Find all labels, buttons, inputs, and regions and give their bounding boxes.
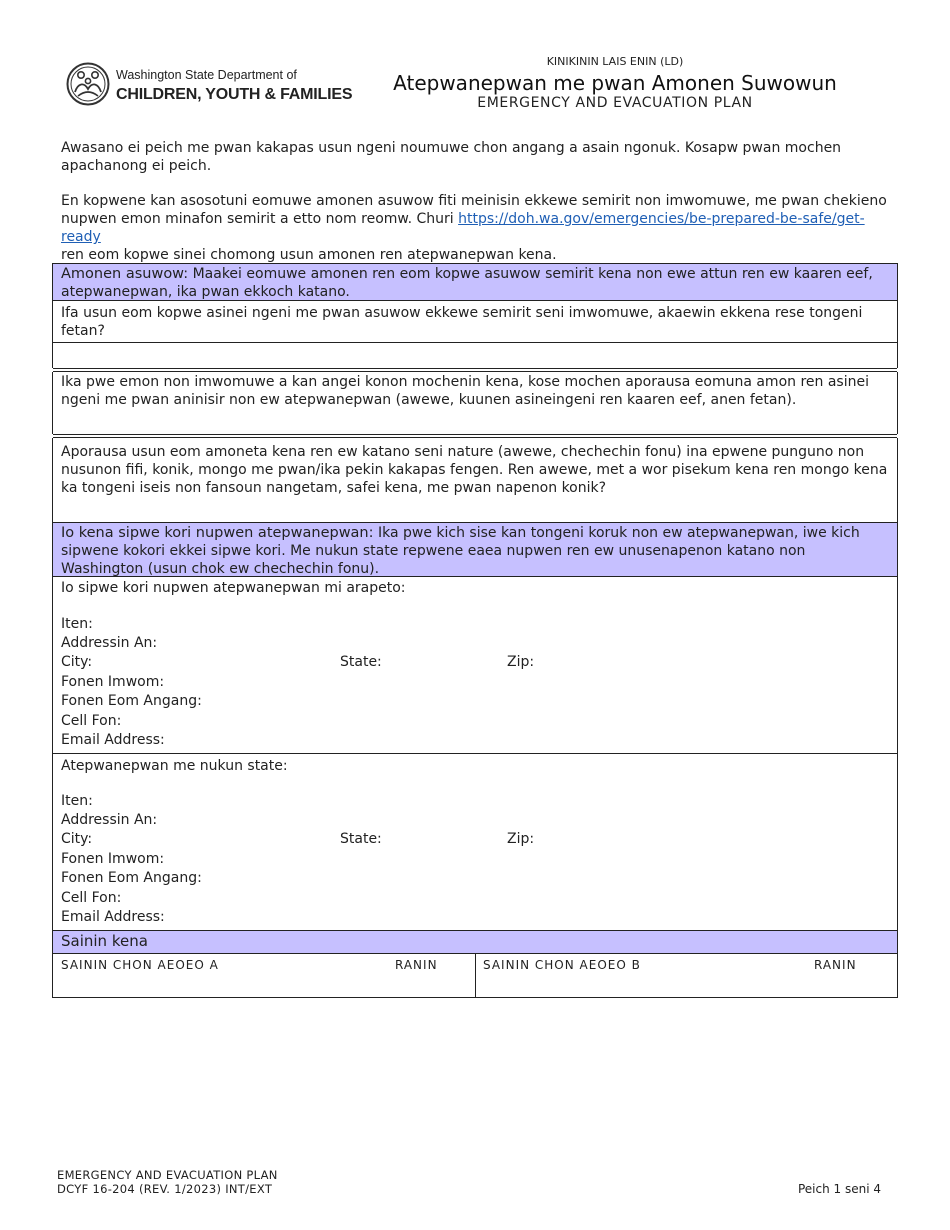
signature-a-label: SAININ CHON AEOEO A (61, 958, 219, 972)
date-b-label: RANIN (814, 958, 857, 972)
signature-b-field[interactable] (476, 970, 897, 997)
outstate-zip-label: Zip: (507, 831, 535, 847)
outstate-name-label: Iten: (61, 793, 93, 809)
page-subtitle: EMERGENCY AND EVACUATION PLAN (477, 95, 753, 111)
logo-department-name: CHILDREN, YOUTH & FAMILIES (116, 86, 353, 103)
evacuation-plan-instructions: Maakei eomuwe amonen ren eom kopwe asuwow semirit kena non ewe attun ren ew kaaren eef, atepwanepwan, ika pwan ekkoch katano. (61, 266, 873, 300)
divider (53, 434, 897, 435)
local-work-phone-label: Fonen Eom Angang: (61, 693, 202, 709)
outstate-city-label: City: (61, 831, 93, 847)
signatures-title: Sainin kena (61, 932, 148, 950)
intro-paragraph-1: Awasano ei peich me pwan kakapas usun ngeni noumuwe chon angang a asain ngonuk. Kosapw pwan mochen apachanong ei peich. (61, 140, 842, 174)
answer-field-2[interactable] (53, 410, 897, 434)
intro-paragraph-2 (61, 192, 891, 264)
answer-field-1[interactable] (53, 343, 897, 366)
contacts-title: Io kena sipwe kori nupwen atepwanepwan: (61, 525, 374, 541)
emergency-plan-form (52, 263, 898, 998)
footer-form-title: EMERGENCY AND EVACUATION PLAN (57, 1168, 278, 1182)
page-number: Peich 1 seni 4 (797, 1182, 881, 1196)
local-city-label: City: (61, 654, 93, 670)
local-contact-heading: Io sipwe kori nupwen atepwanepwan mi arapeto: (61, 580, 406, 596)
question-natural-disaster: Aporausa usun eom amoneta kena ren ew katano seni nature (awewe, chechechin fonu) ina epwene punguno non nusunon fifi, konik, mongo me pwan/ika pekin kakapas fengen. Ren awewe, met a wor pisekum kena ren mongo kena ka tongeni iseis non fansoun nangetam, safei kena, me pwan napenon konik? (61, 444, 888, 496)
contacts-header (53, 522, 897, 577)
dcyf-logo (66, 62, 353, 110)
signature-b-label: SAININ CHON AEOEO B (483, 958, 641, 972)
outstate-address-label: Addressin An: (61, 812, 158, 828)
get-ready-link[interactable]: https://doh.wa.gov/emergencies/be-prepared-be-safe/get-ready (61, 211, 865, 245)
family-logo-icon (66, 62, 110, 106)
local-zip-label: Zip: (507, 654, 535, 670)
local-cell-phone-label: Cell Fon: (61, 713, 122, 729)
outstate-email-label: Email Address: (61, 909, 165, 925)
local-address-label: Addressin An: (61, 635, 158, 651)
evacuation-plan-title: Amonen asuwow: (61, 266, 189, 282)
local-home-phone-label: Fonen Imwom: (61, 674, 165, 690)
question-evacuate-children: Ifa usun eom kopwe asinei ngeni me pwan asuwow ekkewe semirit seni imwomuwe, akaewin ekkena rese tongeni fetan? (61, 305, 863, 339)
form-language-label: KINIKININ LAIS ENIN (LD) (546, 55, 684, 68)
intro-text-end: ren eom kopwe sinei chomong usun amonen ren atepwanepwan kena. (61, 247, 557, 263)
intro-text: En kopwene kan asosotuni eomuwe amonen asuwow fiti meinisin ekkewe semirit non imwomuwe, me pwan chekieno nupwen emon minafon semirit a etto nom reomw. Churi (61, 193, 887, 227)
evacuation-plan-header (53, 264, 897, 301)
outstate-cell-phone-label: Cell Fon: (61, 890, 122, 906)
outstate-contact-heading: Atepwanepwan me nukun state: (61, 758, 288, 774)
date-a-label: RANIN (395, 958, 438, 972)
question-special-needs: Ika pwe emon non imwomuwe a kan angei konon mochenin kena, kose mochen aporausa eomuna amon ren asinei ngeni me pwan aninisir non ew atepwanepwan (awewe, kuunen asineingeni ren kaaren eef, anen fetan). (61, 374, 869, 408)
divider (53, 368, 897, 369)
signatures-header (53, 930, 897, 954)
signature-a-field[interactable] (53, 970, 474, 997)
contacts-instructions: Ika pwe kich sise kan tongeni koruk non ew atepwanepwan, iwe kich sipwene kokori ekkei sipwe kori. Me nukun state repwene eaea nupwen ren ew unusenapenon katano non Washington (usun chok ew chechechin fonu). (61, 525, 860, 577)
divider (53, 753, 897, 754)
outstate-state-label: State: (340, 831, 382, 847)
footer-form-number: DCYF 16-204 (REV. 1/2023) INT/EXT (57, 1182, 273, 1196)
outstate-work-phone-label: Fonen Eom Angang: (61, 870, 202, 886)
answer-field-3[interactable] (53, 498, 897, 520)
local-name-label: Iten: (61, 616, 93, 632)
divider (53, 371, 897, 372)
divider (53, 437, 897, 438)
local-email-label: Email Address: (61, 732, 165, 748)
logo-agency-line: Washington State Department of (116, 68, 297, 82)
local-state-label: State: (340, 654, 382, 670)
page-title: Atepwanepwan me pwan Amonen Suwowun (393, 71, 837, 95)
outstate-home-phone-label: Fonen Imwom: (61, 851, 165, 867)
